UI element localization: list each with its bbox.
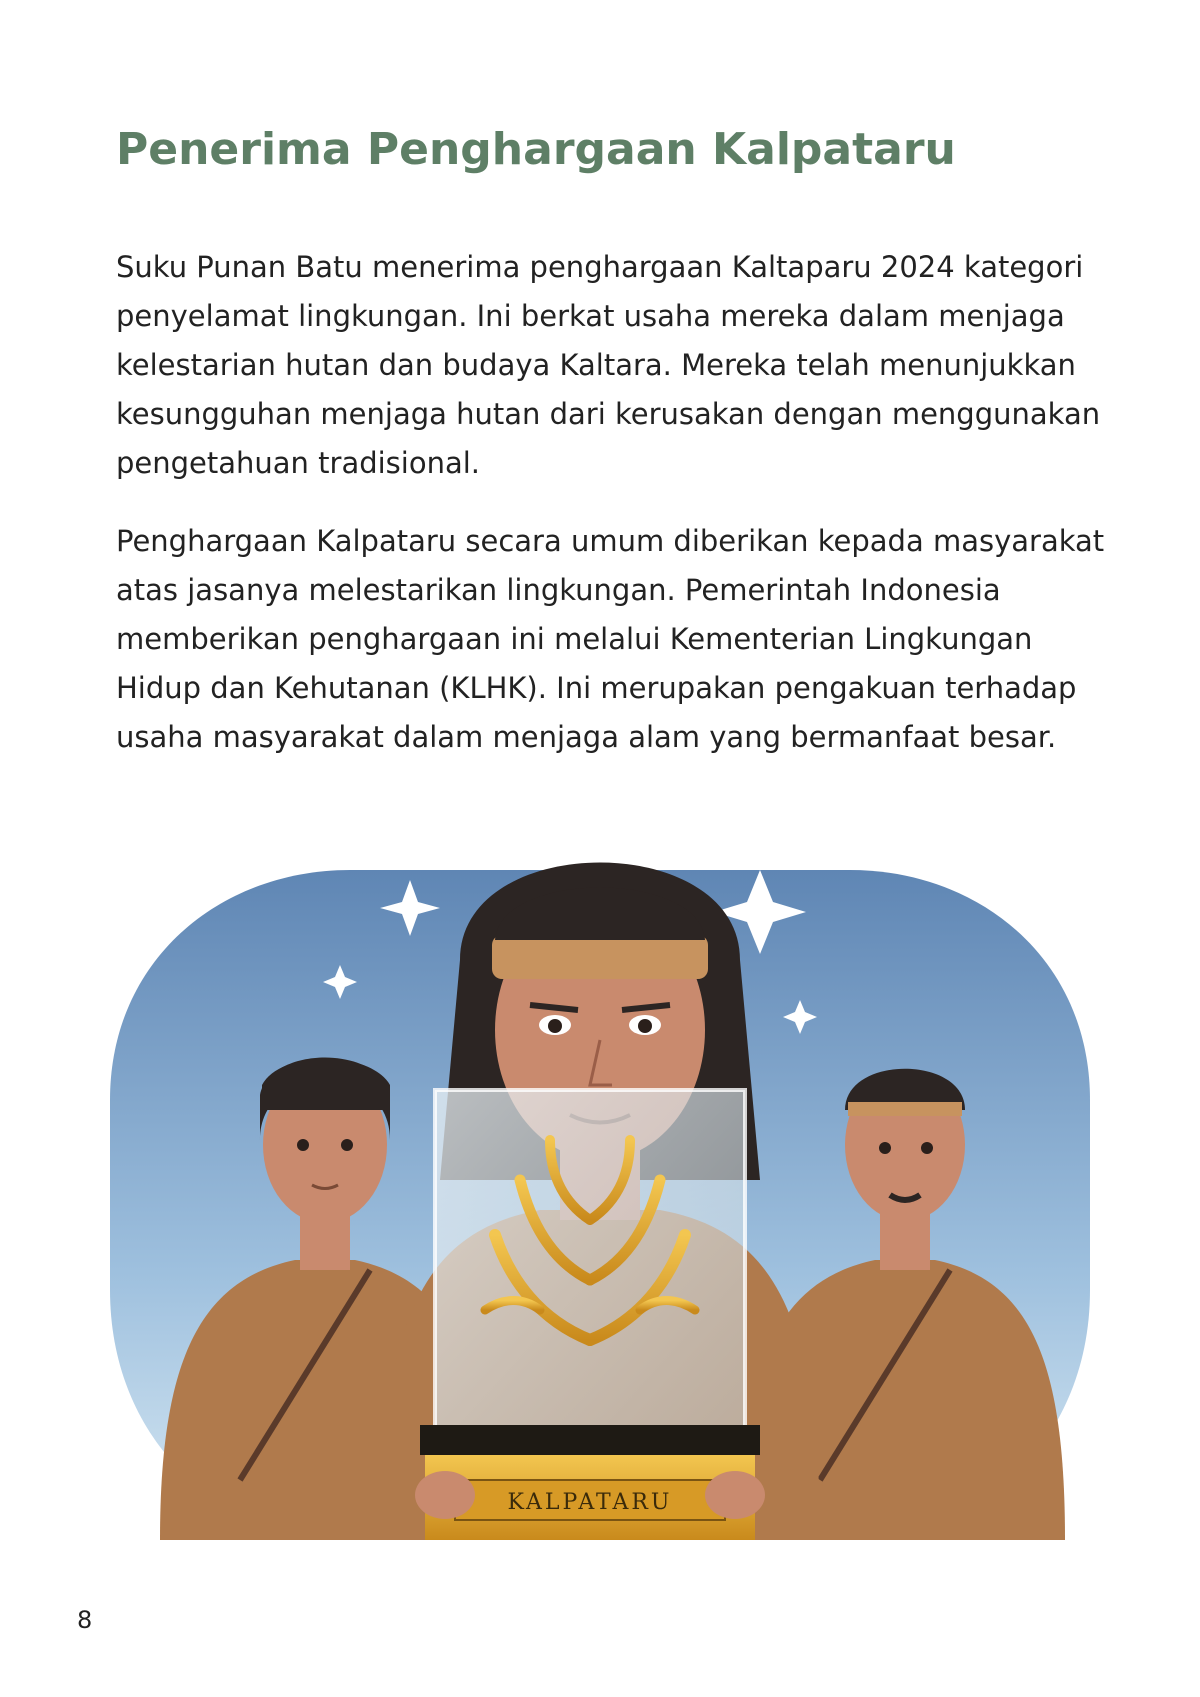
trophy-label: KALPATARU (507, 1490, 673, 1515)
kalpataru-illustration (100, 840, 1100, 1580)
paragraph-1: Suku Punan Batu menerima penghargaan Kaltaparu 2024 kategori penyelamat lingkungan. Ini berkat usaha mereka dalam menjaga kelestarian hutan dan budaya Kaltara. Mereka telah menunjukkan kesungguhan menjaga hutan dari kerusakan dengan menggunakan pengetahuan tradisional. (116, 250, 1101, 480)
paragraph-2: Penghargaan Kalpataru secara umum diberikan kepada masyarakat atas jasanya melestarikan lingkungan. Pemerintah Indonesia memberikan penghargaan ini melalui Kementerian Lingkungan Hidup dan Kehutanan (KLHK). Ini merupakan pengakuan terhadap usaha masyarakat dalam menjaga alam yang bermanfaat besar. (116, 524, 1105, 754)
page-number: 8 (77, 1606, 93, 1634)
kalpataru-trophy (415, 1090, 765, 1540)
page-title: Penerima Penghargaan Kalpataru (116, 124, 956, 175)
